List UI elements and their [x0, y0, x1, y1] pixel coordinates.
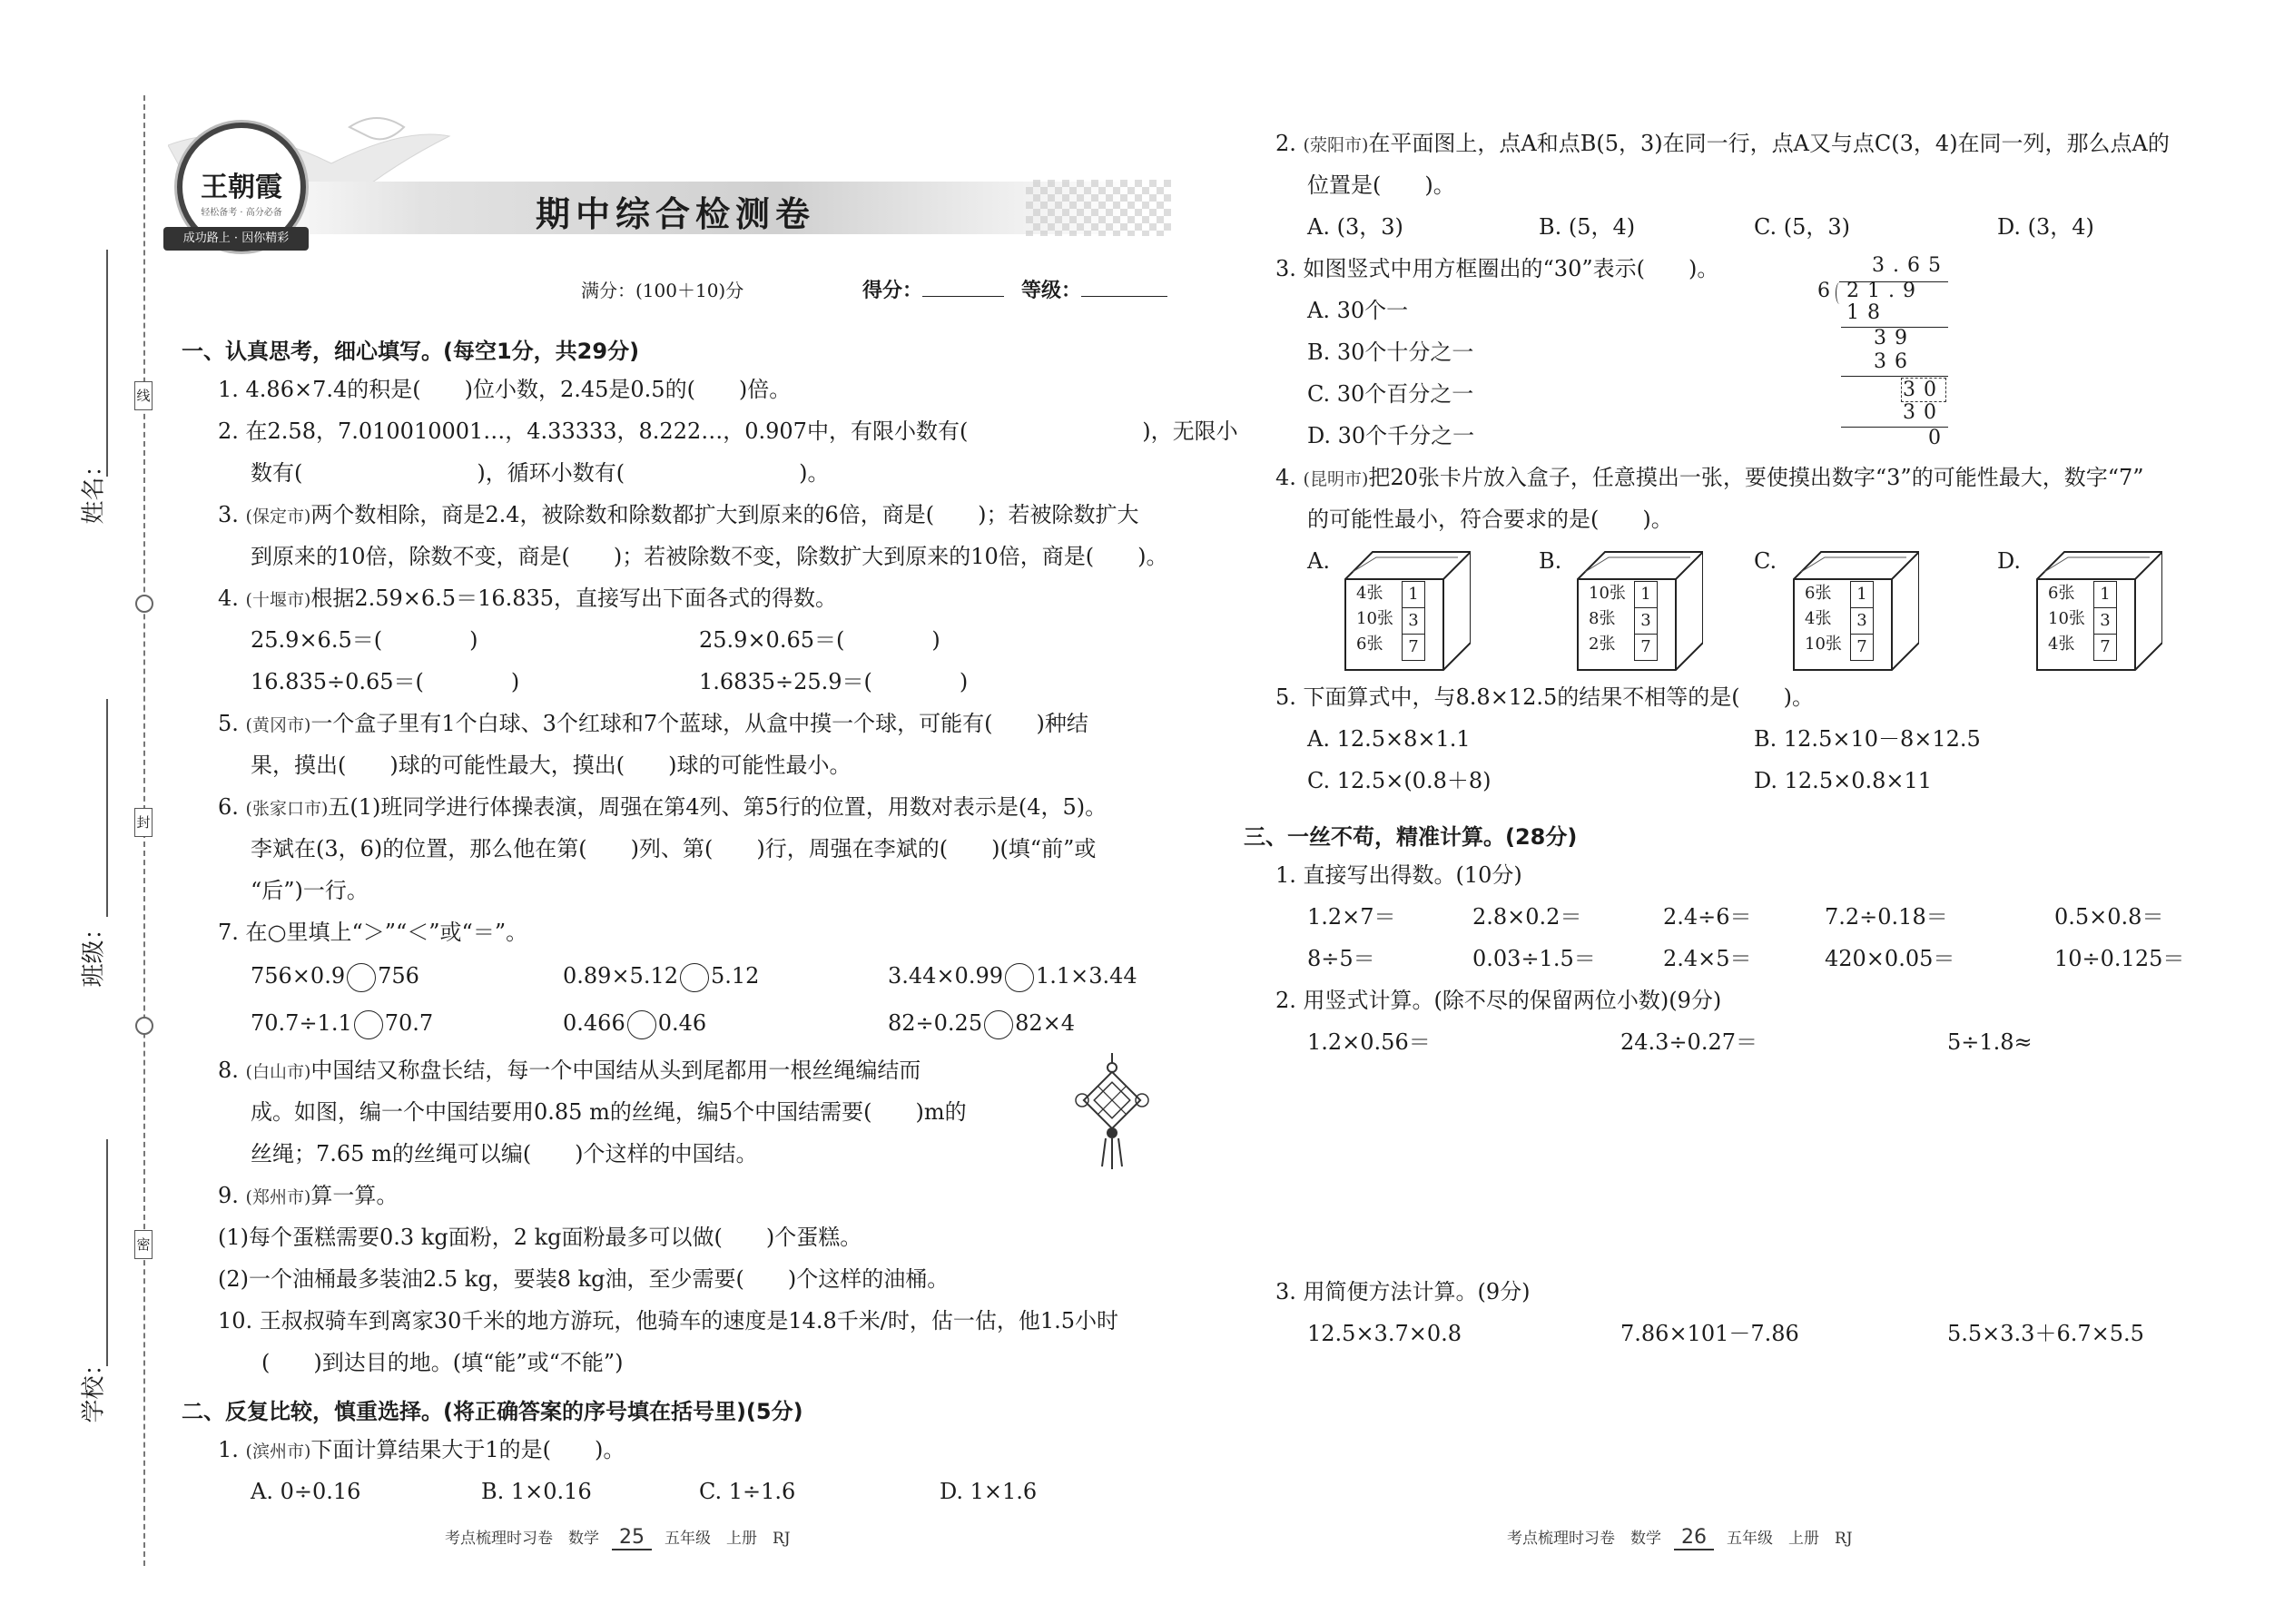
compare-circle[interactable]: [680, 963, 709, 992]
q2-4-city: (昆明市): [1303, 469, 1369, 489]
division-bracket: [1836, 282, 1844, 304]
compare-item: 3.44×0.99 1.1×3.44: [888, 961, 1137, 992]
q2-2-line2: 位置是( )。: [1307, 172, 1455, 198]
option[interactable]: B. 12.5×10－8×12.5: [1754, 726, 1981, 752]
compare-item: 756×0.9 756: [251, 961, 419, 992]
simplify-item: 5.5×3.3＋6.7×5.5: [1947, 1321, 2144, 1346]
card-box-b: 10张 8张 2张 1 3 7: [1576, 545, 1676, 664]
option[interactable]: B. (5，4): [1539, 214, 1636, 240]
compare-item: 70.7÷1.1 70.7: [251, 1009, 433, 1039]
name-underline: [106, 250, 108, 477]
option[interactable]: A.: [1307, 548, 1330, 574]
card-number-column: 1 3 7: [1850, 581, 1874, 661]
q3-1: 1. 直接写出得数。(10分): [1275, 862, 1522, 888]
division-quotient: 3.65: [1872, 254, 1949, 277]
oral-item: 0.03÷1.5＝: [1472, 946, 1596, 971]
q1-3-line2: 到原来的10倍，除数不变，商是( )；若被除数不变，除数扩大到原来的10倍，商是( )。: [251, 544, 1168, 569]
option[interactable]: A. 0÷0.16: [251, 1479, 361, 1504]
option[interactable]: D.: [1997, 548, 2022, 574]
option[interactable]: A. (3，3): [1307, 214, 1403, 240]
option[interactable]: A. 12.5×8×1.1: [1307, 726, 1471, 752]
q1-2-line1: 2. 在2.58，7.010010001…，4.33333，8.222…，0.907中，有限小数有( )，无限小: [218, 418, 1238, 444]
compare-circle[interactable]: [347, 963, 376, 992]
q1-6-line1: 6. (张家口市)五(1)班同学进行体操表演，周强在第4列、第5行的位置，用数对表示是(4，5)。: [218, 794, 1108, 820]
vertical-calc-item: 5÷1.8≈: [1947, 1029, 2033, 1055]
card-box-c: 6张 4张 10张 1 3 7: [1792, 545, 1892, 664]
q1-2-line2: 数有( )，循环小数有( )。: [251, 460, 830, 486]
q1-4: 4. (十堰市)根据2.59×6.5＝16.835，直接写出下面各式的得数。: [218, 586, 838, 611]
q1-1: 1. 4.86×7.4的积是( )位小数，2.45是0.5的( )倍。: [218, 377, 792, 402]
grade-label: 等级：: [1021, 279, 1082, 302]
logo-text: 王朝霞: [201, 172, 282, 203]
q1-6-line3: “后”)一行。: [251, 878, 369, 903]
oral-item: 7.2÷0.18＝: [1825, 904, 1948, 930]
score-field[interactable]: [862, 276, 1004, 305]
oral-item: 2.8×0.2＝: [1472, 904, 1582, 930]
name-label: 姓名：: [80, 453, 108, 525]
q1-3-line1: 3. (保定市)两个数相除，商是2.4，被除数和除数都扩大到原来的6倍，商是( )；若被除数扩大: [218, 502, 1139, 527]
compare-circle[interactable]: [984, 1010, 1013, 1039]
compare-circle[interactable]: [627, 1010, 656, 1039]
chinese-knot-image: [1071, 1053, 1153, 1171]
card-number-column: 1 3 7: [2093, 581, 2117, 661]
oral-item: 10÷0.125＝: [2054, 946, 2185, 971]
q1-8-line1: 8. (白山市)中国结又称盘长结，每一个中国结从头到尾都用一根丝绳编结而: [218, 1058, 921, 1083]
compare-circle[interactable]: [354, 1010, 383, 1039]
seal-mark-line: 线: [134, 381, 153, 410]
oral-item: 8÷5＝: [1307, 946, 1375, 971]
seal-mark-seal: 封: [134, 808, 153, 837]
q1-9-1: (1)每个蛋糕需要0.3 kg面粉，2 kg面粉最多可以做( )个蛋糕。: [218, 1225, 862, 1250]
compare-item: 82÷0.25 82×4: [888, 1009, 1075, 1039]
compare-circle[interactable]: [1005, 963, 1034, 992]
vertical-calc-item: 24.3÷0.27＝: [1620, 1029, 1757, 1055]
simplify-item: 7.86×101－7.86: [1620, 1321, 1799, 1346]
division-row: 0: [1928, 427, 1949, 449]
page-title: 期中综合检测卷: [536, 194, 816, 234]
q1-3-city: (保定市): [245, 507, 311, 527]
q2-5: 5. 下面算式中，与8.8×12.5的结果不相等的是( )。: [1275, 684, 1814, 710]
oral-item: 420×0.05＝: [1825, 946, 1955, 971]
card-box-a: 4张 10张 6张 1 3 7: [1344, 545, 1443, 664]
school-label: 学校：: [80, 1352, 108, 1423]
q2-3: 3. 如图竖式中用方框圈出的“30”表示( )。: [1275, 256, 1719, 281]
q1-9-2: (2)一个油桶最多装油2.5 kg，要装8 kg油，至少需要( )个这样的油桶。: [218, 1266, 950, 1292]
grade-blank[interactable]: [1081, 296, 1167, 297]
option[interactable]: B.: [1539, 548, 1562, 574]
binding-hole: [135, 1017, 153, 1035]
footer-left: 考点梳理时习卷 数学 25 五年级 上册 RJ: [445, 1526, 791, 1549]
division-divisor: 6: [1817, 280, 1838, 302]
q1-4-city: (十堰市): [245, 590, 311, 610]
seal-mark-secret: 密: [134, 1230, 153, 1259]
q1-5-line1: 5. (黄冈市)一个盒子里有1个白球、3个红球和7个蓝球，从盒中摸一个球，可能有( )种结: [218, 711, 1088, 736]
q2-4-line2: 的可能性最小，符合要求的是( )。: [1307, 507, 1673, 532]
full-score: 满分：(100＋10)分: [581, 280, 744, 301]
q2-1: 1. (滨州市)下面计算结果大于1的是( )。: [218, 1437, 625, 1462]
compare-item: 0.466 0.46: [563, 1009, 706, 1039]
vertical-calc-item: 1.2×0.56＝: [1307, 1029, 1431, 1055]
option[interactable]: A. 30个一: [1307, 298, 1409, 323]
option[interactable]: B. 30个十分之一: [1307, 340, 1474, 365]
q1-4-item: 16.835÷0.65＝( ): [251, 669, 520, 694]
division-row: 18: [1846, 301, 1888, 324]
card-number-column: 1 3 7: [1634, 581, 1658, 661]
division-rule: [1841, 376, 1948, 377]
compare-item: 0.89×5.12 5.12: [563, 961, 759, 992]
q1-7: 7. 在○里填上“＞”“＜”或“＝”。: [218, 920, 528, 945]
logo-subtitle: 轻松备考 · 高分必备: [201, 208, 282, 218]
option[interactable]: D. (3，4): [1997, 214, 2094, 240]
card-number-column: 1 3 7: [1402, 581, 1425, 661]
logo-ribbon: 成功路上 · 因你精彩: [163, 227, 309, 251]
section1-heading: 一、认真思考，细心填写。(每空1分，共29分): [182, 339, 640, 364]
division-dividend: 21.9: [1846, 280, 1924, 302]
oral-item: 2.4÷6＝: [1663, 904, 1752, 930]
section3-heading: 三、一丝不苟，精准计算。(28分): [1244, 824, 1578, 850]
class-label: 班级：: [80, 916, 108, 988]
simplify-item: 12.5×3.7×0.8: [1307, 1321, 1462, 1346]
school-underline: [106, 1139, 108, 1366]
binding-hole: [135, 595, 153, 613]
option[interactable]: D. 1×1.6: [940, 1479, 1038, 1504]
q2-2-line1: 2. (荥阳市)在平面图上，点A和点B(5，3)在同一行，点A又与点C(3，4)在同一列，那么点A的: [1275, 131, 2170, 156]
q1-8-line3: 丝绳；7.65 m的丝绳可以编( )个这样的中国结。: [251, 1141, 758, 1166]
q1-4-item: 25.9×0.65＝( ): [699, 627, 940, 653]
oral-item: 1.2×7＝: [1307, 904, 1396, 930]
option[interactable]: D. 30个千分之一: [1307, 423, 1475, 448]
class-underline: [106, 699, 108, 917]
q3-2: 2. 用竖式计算。(除不尽的保留两位小数)(9分): [1275, 988, 1722, 1013]
q1-3-text: 两个数相除，商是2.4，被除数和除数都扩大到原来的6倍，商是( )；若被除数扩大: [310, 502, 1139, 527]
card-box-d: 6张 10张 4张 1 3 7: [2035, 545, 2135, 664]
option[interactable]: C. (5，3): [1754, 214, 1851, 240]
option[interactable]: C. 30个百分之一: [1307, 381, 1474, 407]
q1-6-city: (张家口市): [245, 799, 329, 819]
long-division: [1816, 254, 1961, 454]
footer-right: 考点梳理时习卷 数学 26 五年级 上册 RJ: [1507, 1526, 1853, 1549]
q1-8-city: (白山市): [245, 1062, 311, 1082]
section2-heading: 二、反复比较，慎重选择。(将正确答案的序号填在括号里)(5分): [182, 1399, 803, 1424]
q3-3: 3. 用简便方法计算。(9分): [1275, 1279, 1531, 1304]
option[interactable]: D. 12.5×0.8×11: [1754, 768, 1933, 793]
q1-6-line2: 李斌在(3，6)的位置，那么他在第( )列、第( )行，周强在李斌的( )(填“前”或: [251, 836, 1097, 861]
division-row: 36: [1874, 350, 1915, 373]
q1-5-city: (黄冈市): [245, 715, 311, 735]
score-label: 得分：: [862, 279, 923, 302]
oral-item: 2.4×5＝: [1663, 946, 1752, 971]
q1-8-line2: 成。如图，编一个中国结要用0.85 m的丝绳，编5个中国结需要( )m的: [251, 1099, 967, 1125]
q1-9: 9. (郑州市)算一算。: [218, 1183, 399, 1208]
grade-field[interactable]: [1021, 276, 1167, 305]
score-blank[interactable]: [922, 296, 1004, 297]
option[interactable]: C. 12.5×(0.8＋8): [1307, 768, 1492, 793]
division-boxed-30: 30: [1903, 379, 1944, 401]
option[interactable]: C.: [1754, 548, 1777, 574]
q2-1-city: (滨州市): [245, 1442, 311, 1462]
division-row: 30: [1903, 401, 1944, 424]
q2-2-city: (荥阳市): [1303, 135, 1369, 155]
q1-5-line2: 果，摸出( )球的可能性最大，摸出( )球的可能性最小。: [251, 753, 852, 778]
page-number: 25: [612, 1526, 652, 1550]
option[interactable]: C. 1÷1.6: [699, 1479, 796, 1504]
checker-decoration: [1026, 180, 1171, 236]
q1-10-line2: ( )到达目的地。(填“能”或“不能”): [261, 1350, 624, 1375]
q2-4-line1: 4. (昆明市)把20张卡片放入盒子，任意摸出一张，要使摸出数字“3”的可能性最大，数字“7”: [1275, 465, 2144, 490]
division-row: 39: [1874, 327, 1915, 349]
q1-4-item: 25.9×6.5＝( ): [251, 627, 478, 653]
oral-item: 0.5×0.8＝: [2054, 904, 2164, 930]
q1-4-item: 1.6835÷25.9＝( ): [699, 669, 969, 694]
q1-9-city: (郑州市): [245, 1187, 311, 1207]
page-number: 26: [1674, 1526, 1714, 1550]
q1-10-line1: 10. 王叔叔骑车到离家30千米的地方游玩，他骑车的速度是14.8千米/时，估一估，他1.5小时: [218, 1308, 1119, 1334]
option[interactable]: B. 1×0.16: [481, 1479, 592, 1504]
